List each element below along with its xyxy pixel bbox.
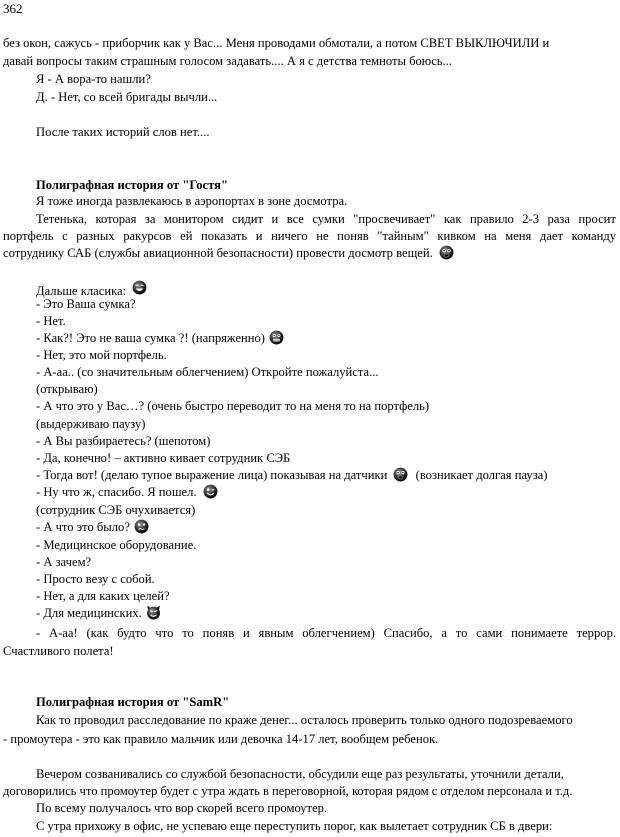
text-line — [36, 625, 616, 641]
text-span: - Тогда вот! (делаю тупое выражение лица) показывая на датчики — [36, 468, 388, 482]
text-line: (открываю) — [36, 382, 98, 396]
laughing-smiley-icon — [132, 280, 147, 295]
text-line — [36, 605, 161, 621]
text-line: - А что это у Вас…? (очень быстро переводит то на меня то на портфель) — [36, 399, 430, 413]
text-line: - Нет, а для каких целей? — [36, 589, 170, 603]
text-line: По всему получалось что вор скорей всего промоутер. — [36, 801, 328, 815]
text-line: - Это Ваша сумка? — [36, 297, 136, 311]
text-span: Тетенька, которая за монитором сидит и все сумки "просвечивает" как правило 2-3 раза просит — [36, 212, 616, 226]
text-span: - А-аа! (как будто что то поняв и явным облегчением) Спасибо, а то сами понимаете террор. — [36, 626, 617, 640]
text-span: - Для медицинских. — [36, 606, 142, 620]
text-line: - А Вы разбираетесь? (шепотом) — [36, 434, 211, 448]
winking-smiley-icon — [203, 484, 218, 499]
text-line — [3, 245, 454, 261]
shocked-smiley-icon — [439, 245, 454, 260]
text-span: сотруднику САБ (службы авиационной безопасности) провести досмотр вещей. — [3, 246, 433, 260]
text-line: без окон, сажусь - приборчик как у Вас... Меня проводами обмотали, а потом СВЕТ ВЫКЛЮЧИЛИ и — [3, 36, 550, 50]
text-line: Д. - Нет, со всей бригады вычли... — [36, 90, 218, 104]
page-number: 362 — [3, 1, 23, 16]
text-line: - А зачем? — [36, 555, 92, 569]
text-span: портфель с разных ракурсов ей показать и ничего не поняв "тайным" кивком на меня дает команду — [3, 229, 617, 243]
section-heading: Полиграфная история от "SamR" — [36, 695, 230, 709]
text-line: Вечером созванивались со службой безопасности, обсудили еще раз результаты, уточнили детали, — [36, 767, 564, 781]
text-line: - Да, конечно! – активно кивает сотрудник СЭБ — [36, 451, 291, 465]
text-line: - Просто везу с собой. — [36, 572, 155, 586]
text-span: - Ну что ж, спасибо. Я пошел. — [36, 485, 197, 499]
text-span: (возникает долгая пауза) — [415, 468, 548, 482]
text-line: - Нет, это мой портфель. — [36, 348, 167, 362]
text-span: Дальше класика: — [36, 284, 127, 298]
shocked-smiley-icon — [393, 467, 408, 482]
text-line: - Нет. — [36, 314, 66, 328]
text-line — [36, 484, 218, 500]
text-line: Я - А вора-то нашли? — [36, 72, 151, 86]
text-line: - промоутера - это как правило мальчик или девочка 14-17 лет, вообщем ребенок. — [3, 732, 439, 746]
confused-smiley-icon — [134, 519, 149, 534]
text-line: - А-аа.. (со значительным облегчением) Откройте пожалуйста... — [36, 365, 379, 379]
grinning-smiley-icon — [269, 330, 284, 345]
text-line: (сотрудник СЭБ очухивается) — [36, 503, 196, 517]
text-line: Как то проводил расследование по краже денег... осталось проверить только одного подозреваемого — [36, 713, 573, 727]
text-line: - Медицинское оборудование. — [36, 538, 197, 552]
text-span: - А что это было? — [36, 520, 130, 534]
text-line: давай вопросы таким страшным голосом задавать.... А я с детства темноты боюсь... — [3, 54, 452, 68]
text-line: После таких историй слов нет.... — [36, 125, 210, 139]
text-line — [36, 211, 616, 227]
text-line: С утра прихожу в офис, не успеваю еще переступить порог, как вылетает сотрудник СБ в двери: — [36, 819, 553, 833]
devil-smiley-icon — [146, 605, 161, 620]
text-line — [36, 330, 284, 346]
text-line: Счастливого полета! — [3, 644, 114, 658]
text-line: договорились что промоутер будет с утра ждать в переговорной, которая рядом с отделом персонала и т.д. — [3, 784, 573, 798]
text-line: (выдерживаю паузу) — [36, 417, 146, 431]
text-line: Я тоже иногда развлекаюсь в аэропортах в зоне досмотра. — [36, 194, 348, 208]
section-heading: Полиграфная история от "Гостя" — [36, 178, 228, 192]
text-span: - Как?! Это не ваша сумка ?! (напряженно) — [36, 331, 265, 345]
text-line — [3, 228, 616, 244]
text-line — [36, 519, 149, 535]
text-line — [36, 467, 547, 483]
